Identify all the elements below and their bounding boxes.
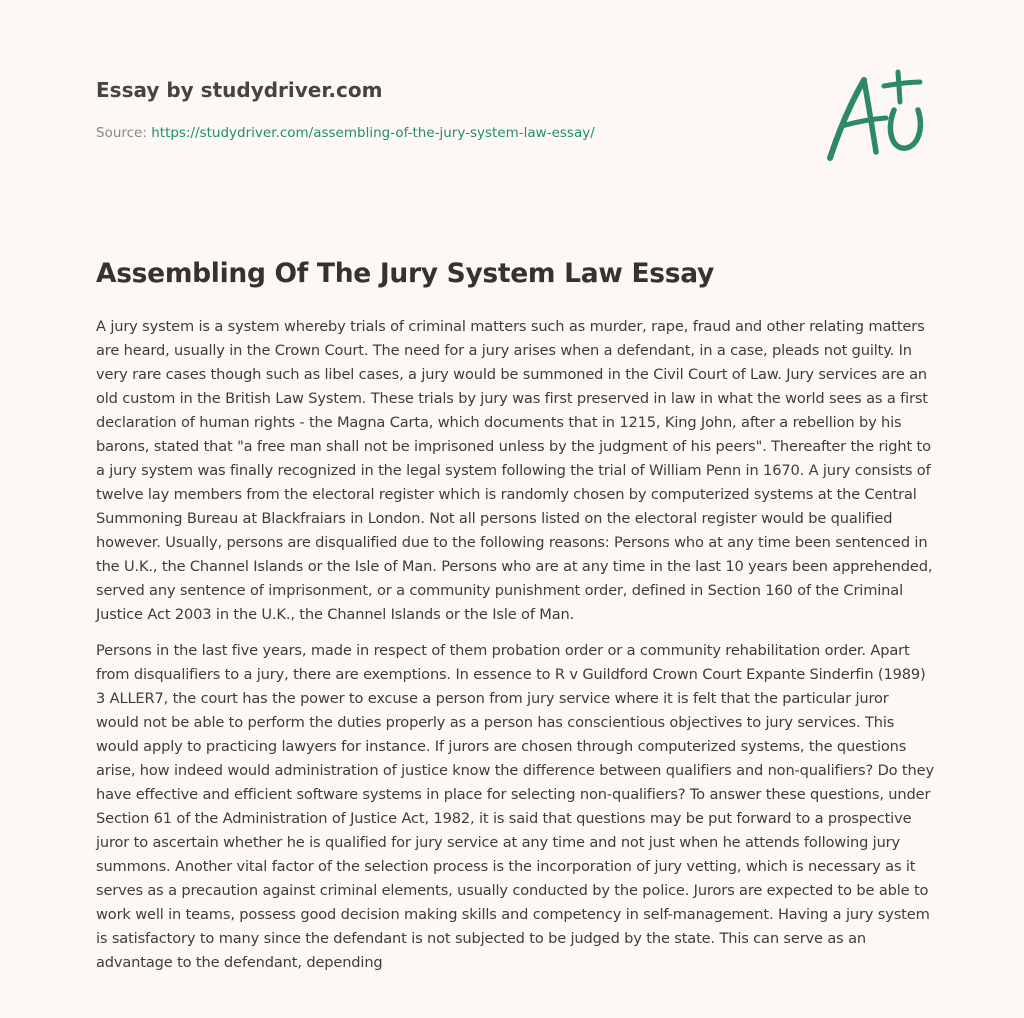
source-link[interactable]: https://studydriver.com/assembling-of-the-jury-system-law-essay/ (151, 125, 595, 141)
source-line (96, 124, 796, 142)
a-plus-logo-icon (820, 64, 930, 168)
page-header (96, 76, 796, 142)
essay-body (96, 315, 934, 987)
site-name: Essay by studydriver.com (96, 78, 383, 102)
essay-paragraph: A jury system is a system whereby trials of criminal matters such as murder, rape, fraud and other relating matters are heard, usually in the Crown Court. The need for a jury arises when a defendant, in a case, pleads not guilty. In very rare cases though such as libel cases, a jury would be summoned in the Civil Court of Law. Jury services are an old custom in the British Law System. These trials by jury was first preserved in law in what the world sees as a first declaration of human rights - the Magna Carta, which documents that in 1215, King John, after a rebellion by his barons, stated that "a free man shall not be imprisoned unless by the judgment of his peers". Thereafter the right to a jury system was finally recognized in the legal system following the trial of William Penn in 1670. A jury consists of twelve lay members from the electoral register which is randomly chosen by computerized systems at the Central Summoning Bureau at Blackfraiars in London. Not all persons listed on the electoral register would be qualified however. Usually, persons are disqualified due to the following reasons: Persons who at any time been sentenced in the U.K., the Channel Islands or the Isle of Man. Persons who are at any time in the last 10 years been apprehended, served any sentence of imprisonment, or a community punishment order, defined in Section 160 of the Criminal Justice Act 2003 in the U.K., the Channel Islands or the Isle of Man. (96, 318, 933, 623)
essay-title: Assembling Of The Jury System Law Essay (96, 258, 714, 289)
essay-paragraph: Persons in the last five years, made in respect of them probation order or a community rehabilitation order. Apart from disqualifiers to a jury, there are exemptions. In essence to R v Guildford Crown Court Expante Sinderfin (1989) 3 ALLER7, the court has the power to excuse a person from jury service where it is felt that the particular juror would not be able to perform the duties properly as a person has conscientious objectives to jury services. This would apply to practicing lawyers for instance. If jurors are chosen through computerized systems, the questions arise, how indeed would administration of justice know the difference between qualifiers and non-qualifiers? Do they have effective and efficient software systems in place for selecting non-qualifiers? To answer these questions, under Section 61 of the Administration of Justice Act, 1982, it is said that questions may be put forward to a prospective juror to ascertain whether he is qualified for jury service at any time and not just when he attends following jury summons. Another vital factor of the selection process is the incorporation of jury vetting, which is necessary as it serves as a precaution against criminal elements, usually conducted by the police. Jurors are expected to be able to work well in teams, possess good decision making skills and competency in self-management. Having a jury system is satisfactory to many since the defendant is not subjected to be judged by the state. This can serve as an advantage to the defendant, depending (96, 642, 934, 971)
source-label: Source: (96, 125, 152, 141)
